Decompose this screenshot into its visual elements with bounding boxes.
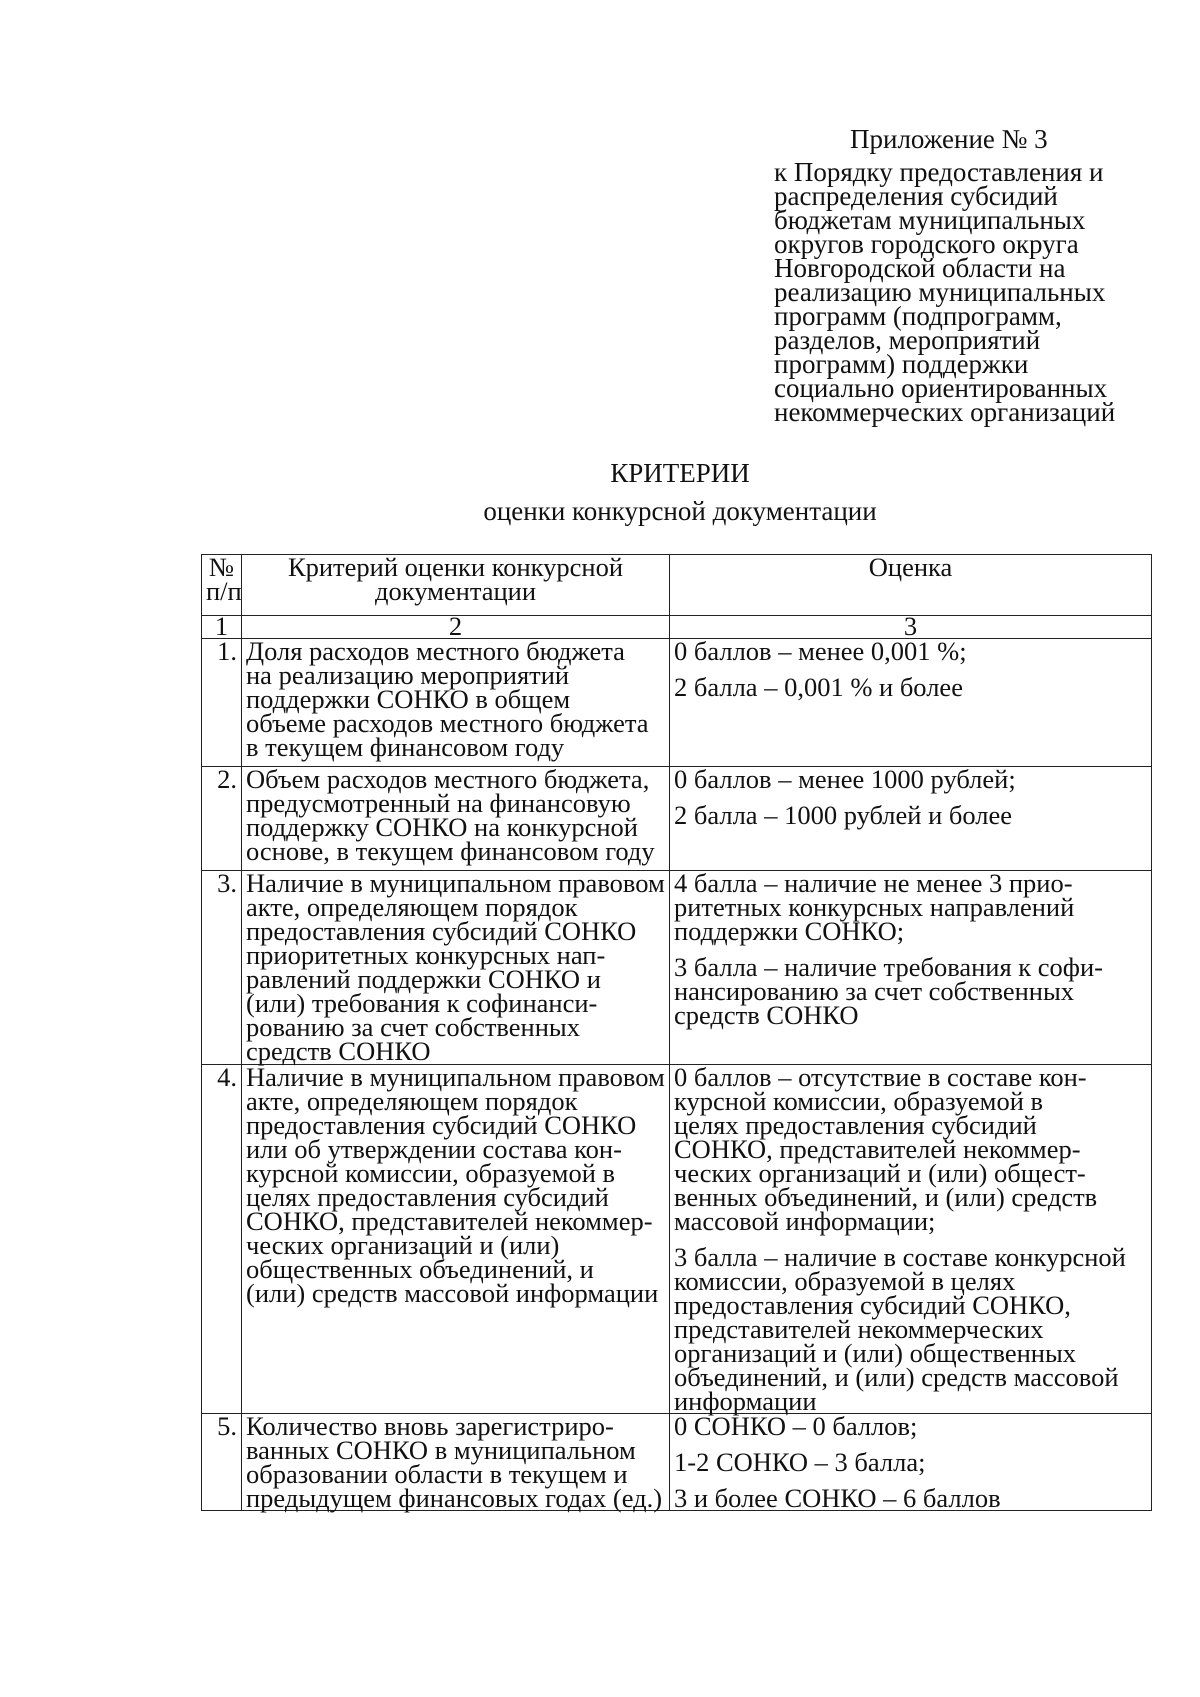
- criterion-line: курсной комиссии, образуемой в: [246, 1158, 616, 1188]
- score-paragraph: [674, 1242, 1147, 1416]
- score-paragraph: [674, 636, 1147, 666]
- criterion-line: ческих организаций и (или): [246, 1230, 560, 1260]
- appendix-line: социально ориентированных: [774, 373, 1108, 403]
- criterion-line: ванных СОНКО в муниципальном: [246, 1435, 636, 1465]
- appendix-line: программ) поддержки: [774, 349, 1029, 379]
- score-line: массовой информации;: [674, 1206, 936, 1236]
- criterion-line: в текущем финансовом году: [246, 732, 565, 762]
- score-paragraph: [674, 764, 1147, 794]
- appendix-line: реализацию муниципальных: [774, 277, 1106, 307]
- criterion-line: Наличие в муниципальном правовом: [246, 868, 665, 898]
- appendix-line: распределения субсидий: [774, 181, 1058, 211]
- score-line: ческих организаций и (или) общест-: [674, 1158, 1086, 1188]
- header-criterion-line: документации: [374, 576, 537, 606]
- criterion-line: объеме расходов местного бюджета: [246, 708, 649, 738]
- criterion-cell: [242, 1411, 670, 1513]
- criterion-line: поддержки СОНКО в общем: [246, 684, 571, 714]
- score-paragraph: [674, 952, 1147, 1030]
- appendix-line: округов городского округа: [774, 229, 1079, 259]
- score-paragraph: [674, 868, 1147, 946]
- score-cell: [670, 1411, 1152, 1513]
- score-paragraph: [674, 1483, 1147, 1513]
- table-row: [202, 1414, 1152, 1511]
- criterion-line: Объем расходов местного бюджета,: [246, 764, 650, 794]
- score-line: 0 баллов – менее 0,001 %;: [674, 636, 967, 666]
- appendix-line: некоммерческих организаций: [774, 397, 1116, 427]
- criterion-line: предоставления субсидий СОНКО: [246, 916, 637, 946]
- criterion-line: основе, в текущем финансовом году: [246, 836, 655, 866]
- header-score: [670, 552, 1152, 616]
- score-paragraph: [674, 1411, 1147, 1441]
- criterion-line: рованию за счет собственных: [246, 1012, 580, 1042]
- criterion-cell: [242, 868, 670, 1066]
- criterion-line: общественных объединений, и: [246, 1254, 594, 1284]
- criteria-table: [201, 554, 1152, 1511]
- appendix-line: бюджетам муниципальных: [774, 205, 1086, 235]
- document-subtitle: оценки конкурсной документации: [483, 496, 877, 526]
- score-line: предоставления субсидий СОНКО,: [674, 1290, 1071, 1320]
- criterion-line: Наличие в муниципальном правовом: [246, 1062, 665, 1092]
- score-line: курсной комиссии, образуемой в: [674, 1086, 1044, 1116]
- header-criterion: [242, 552, 670, 616]
- score-line: 2 балла – 0,001 % и более: [674, 672, 963, 702]
- appendix-text: [774, 157, 1154, 427]
- score-line: целях предоставления субсидий: [674, 1110, 1037, 1140]
- table-row: [202, 871, 1152, 1065]
- score-line: 3 балла – наличие в составе конкурсной: [674, 1242, 1126, 1272]
- criterion-line: на реализацию мероприятий: [246, 660, 570, 690]
- score-line: 3 балла – наличие требования к софи-: [674, 952, 1103, 982]
- criterion-line: акте, определяющем порядок: [246, 1086, 578, 1116]
- criterion-line: (или) требования к софинанси-: [246, 988, 598, 1018]
- score-line: 4 балла – наличие не менее 3 прио-: [674, 868, 1073, 898]
- table-row: [202, 1065, 1152, 1414]
- score-line: комиссии, образуемой в целях: [674, 1266, 1016, 1296]
- criterion-line: целях предоставления субсидий: [246, 1182, 609, 1212]
- table-row: [202, 639, 1152, 767]
- appendix-line: разделов, мероприятий: [774, 325, 1041, 355]
- score-paragraph: [674, 1062, 1147, 1236]
- header-num-line: п/п: [206, 576, 242, 606]
- criterion-line: или об утверждении состава кон-: [246, 1134, 622, 1164]
- criterion-line: поддержку СОНКО на конкурсной: [246, 812, 638, 842]
- score-line: СОНКО, представителей некоммер-: [674, 1134, 1081, 1164]
- criterion-line: средств СОНКО: [246, 1036, 431, 1066]
- score-line: венных объединений, и (или) средств: [674, 1182, 1098, 1212]
- row-number: 2.: [202, 767, 242, 871]
- appendix-title: Приложение № 3: [850, 124, 1048, 154]
- score-line: 0 СОНКО – 0 баллов;: [674, 1411, 918, 1441]
- column-number: 2: [242, 616, 670, 639]
- row-number: 5.: [202, 1414, 242, 1511]
- score-paragraph: [674, 672, 1147, 702]
- score-line: организаций и (или) общественных: [674, 1338, 1077, 1368]
- criterion-line: образовании области в текущем и: [246, 1459, 628, 1489]
- score-line: 3 и более СОНКО – 6 баллов: [674, 1483, 1001, 1513]
- score-line: поддержки СОНКО;: [674, 916, 905, 946]
- score-line: средств СОНКО: [674, 1000, 859, 1030]
- row-number: 3.: [202, 871, 242, 1065]
- criterion-cell: [242, 636, 670, 767]
- row-number: 4.: [202, 1065, 242, 1414]
- appendix-line: к Порядку предоставления и: [774, 157, 1104, 187]
- score-line: 0 баллов – менее 1000 рублей;: [674, 764, 1016, 794]
- score-cell: [670, 764, 1152, 871]
- score-line: ритетных конкурсных направлений: [674, 892, 1075, 922]
- score-line: 0 баллов – отсутствие в составе кон-: [674, 1062, 1087, 1092]
- appendix-line: программ (подпрограмм,: [774, 301, 1062, 331]
- criterion-line: равлений поддержки СОНКО и: [246, 964, 601, 994]
- header-score-label: Оценка: [868, 552, 953, 582]
- row-number: 1.: [202, 639, 242, 767]
- score-line: нансированию за счет собственных: [674, 976, 1075, 1006]
- score-paragraph: [674, 1447, 1147, 1477]
- score-cell: [670, 636, 1152, 767]
- score-line: 2 балла – 1000 рублей и более: [674, 800, 1013, 830]
- document-title: КРИТЕРИИ: [610, 458, 750, 488]
- criterion-line: Количество вновь зарегистриро-: [246, 1411, 614, 1441]
- score-cell: [670, 1062, 1152, 1416]
- header-num-line: №: [208, 552, 235, 582]
- header-row: [202, 555, 1152, 616]
- header-criterion-line: Критерий оценки конкурсной: [287, 552, 624, 582]
- score-cell: [670, 868, 1152, 1065]
- criterion-line: Доля расходов местного бюджета: [246, 636, 625, 666]
- table-row: [202, 767, 1152, 871]
- score-line: информации: [674, 1386, 817, 1416]
- criterion-line: акте, определяющем порядок: [246, 892, 578, 922]
- score-line: 1-2 СОНКО – 3 балла;: [674, 1447, 926, 1477]
- score-line: представителей некоммерческих: [674, 1314, 1044, 1344]
- score-paragraph: [674, 800, 1147, 830]
- criterion-cell: [242, 764, 670, 871]
- criterion-line: приоритетных конкурсных нап-: [246, 940, 606, 970]
- appendix-line: Новгородской области на: [774, 253, 1066, 283]
- criterion-line: предыдущем финансовых годах (ед.): [246, 1483, 663, 1513]
- criterion-line: СОНКО, представителей некоммер-: [246, 1206, 653, 1236]
- column-number: 3: [670, 616, 1152, 639]
- criterion-line: (или) средств массовой информации: [246, 1278, 659, 1308]
- criterion-line: предоставления субсидий СОНКО: [246, 1110, 637, 1140]
- score-line: объединений, и (или) средств массовой: [674, 1362, 1119, 1392]
- criterion-line: предусмотренный на финансовую: [246, 788, 631, 818]
- header-num: [202, 552, 242, 616]
- column-number: 1: [202, 616, 242, 639]
- criterion-cell: [242, 1062, 670, 1414]
